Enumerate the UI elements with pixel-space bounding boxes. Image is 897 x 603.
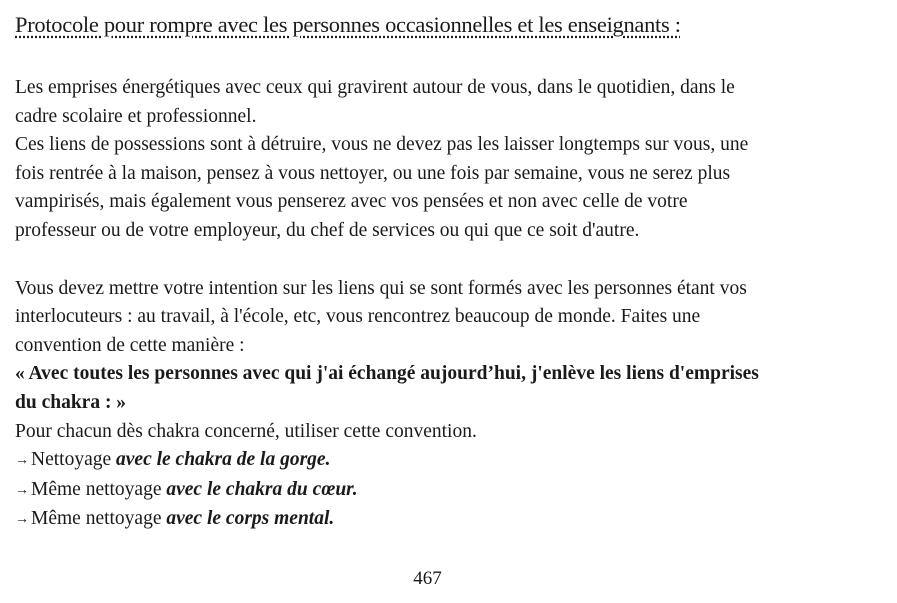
document-title: Protocole pour rompre avec les personnes occasionnelles et les enseignants : <box>15 12 681 37</box>
paragraph-line: cadre scolaire et professionnel. <box>15 105 257 127</box>
paragraph-line: professeur ou de votre employeur, du chef de services ou qui que ce soit d'autre. <box>15 219 640 241</box>
list-item-text: Même nettoyage <box>31 508 167 530</box>
paragraph-line: Pour chacun dès chakra concerné, utiliser cette convention. <box>15 420 477 442</box>
paragraph-emprises <box>15 74 885 246</box>
list-item-text: Nettoyage <box>31 449 117 471</box>
paragraph-line: interlocuteurs : au travail, à l'école, etc, vous rencontrez beaucoup de monde. Faites une <box>15 306 701 328</box>
page-number: 467 <box>413 568 442 589</box>
convention-quote-line: du chakra : » <box>15 391 127 413</box>
paragraph-line: vampirisés, mais également vous penserez avec vos pensées et non avec celle de votre <box>15 191 688 213</box>
right-arrow-icon: → <box>15 453 29 469</box>
paragraph-line: Ces liens de possessions sont à détruire, vous ne devez pas les laisser longtemps sur vous, une <box>15 134 749 156</box>
list-item-emphasis: avec le corps mental. <box>166 508 335 530</box>
right-arrow-icon: → <box>15 482 29 498</box>
document-page <box>15 10 885 535</box>
paragraph-line: fois rentrée à la maison, pensez à vous nettoyer, ou une fois par semaine, vous ne serez plus <box>15 162 731 184</box>
paragraph-line: Vous devez mettre votre intention sur les liens qui se sont formés avec les personnes étant vos <box>15 277 747 299</box>
list-item <box>15 476 885 506</box>
paragraph-line: convention de cette manière : <box>15 334 245 356</box>
list-item-emphasis: avec le chakra du cœur. <box>166 478 358 500</box>
spacer <box>15 40 885 74</box>
list-item <box>15 505 885 535</box>
convention-quote-line: « Avec toutes les personnes avec qui j'ai échangé aujourd’hui, j'enlève les liens d'emprises <box>15 363 759 385</box>
cleaning-list <box>15 446 885 535</box>
paragraph-intention <box>15 275 885 447</box>
right-arrow-icon: → <box>15 512 29 528</box>
spacer <box>15 246 885 275</box>
list-item-emphasis: avec le chakra de la gorge. <box>116 449 331 471</box>
list-item <box>15 446 885 476</box>
paragraph-line: Les emprises énergétiques avec ceux qui gravirent autour de vous, dans le quotidien, dans le <box>15 77 735 98</box>
list-item-text: Même nettoyage <box>31 478 167 500</box>
